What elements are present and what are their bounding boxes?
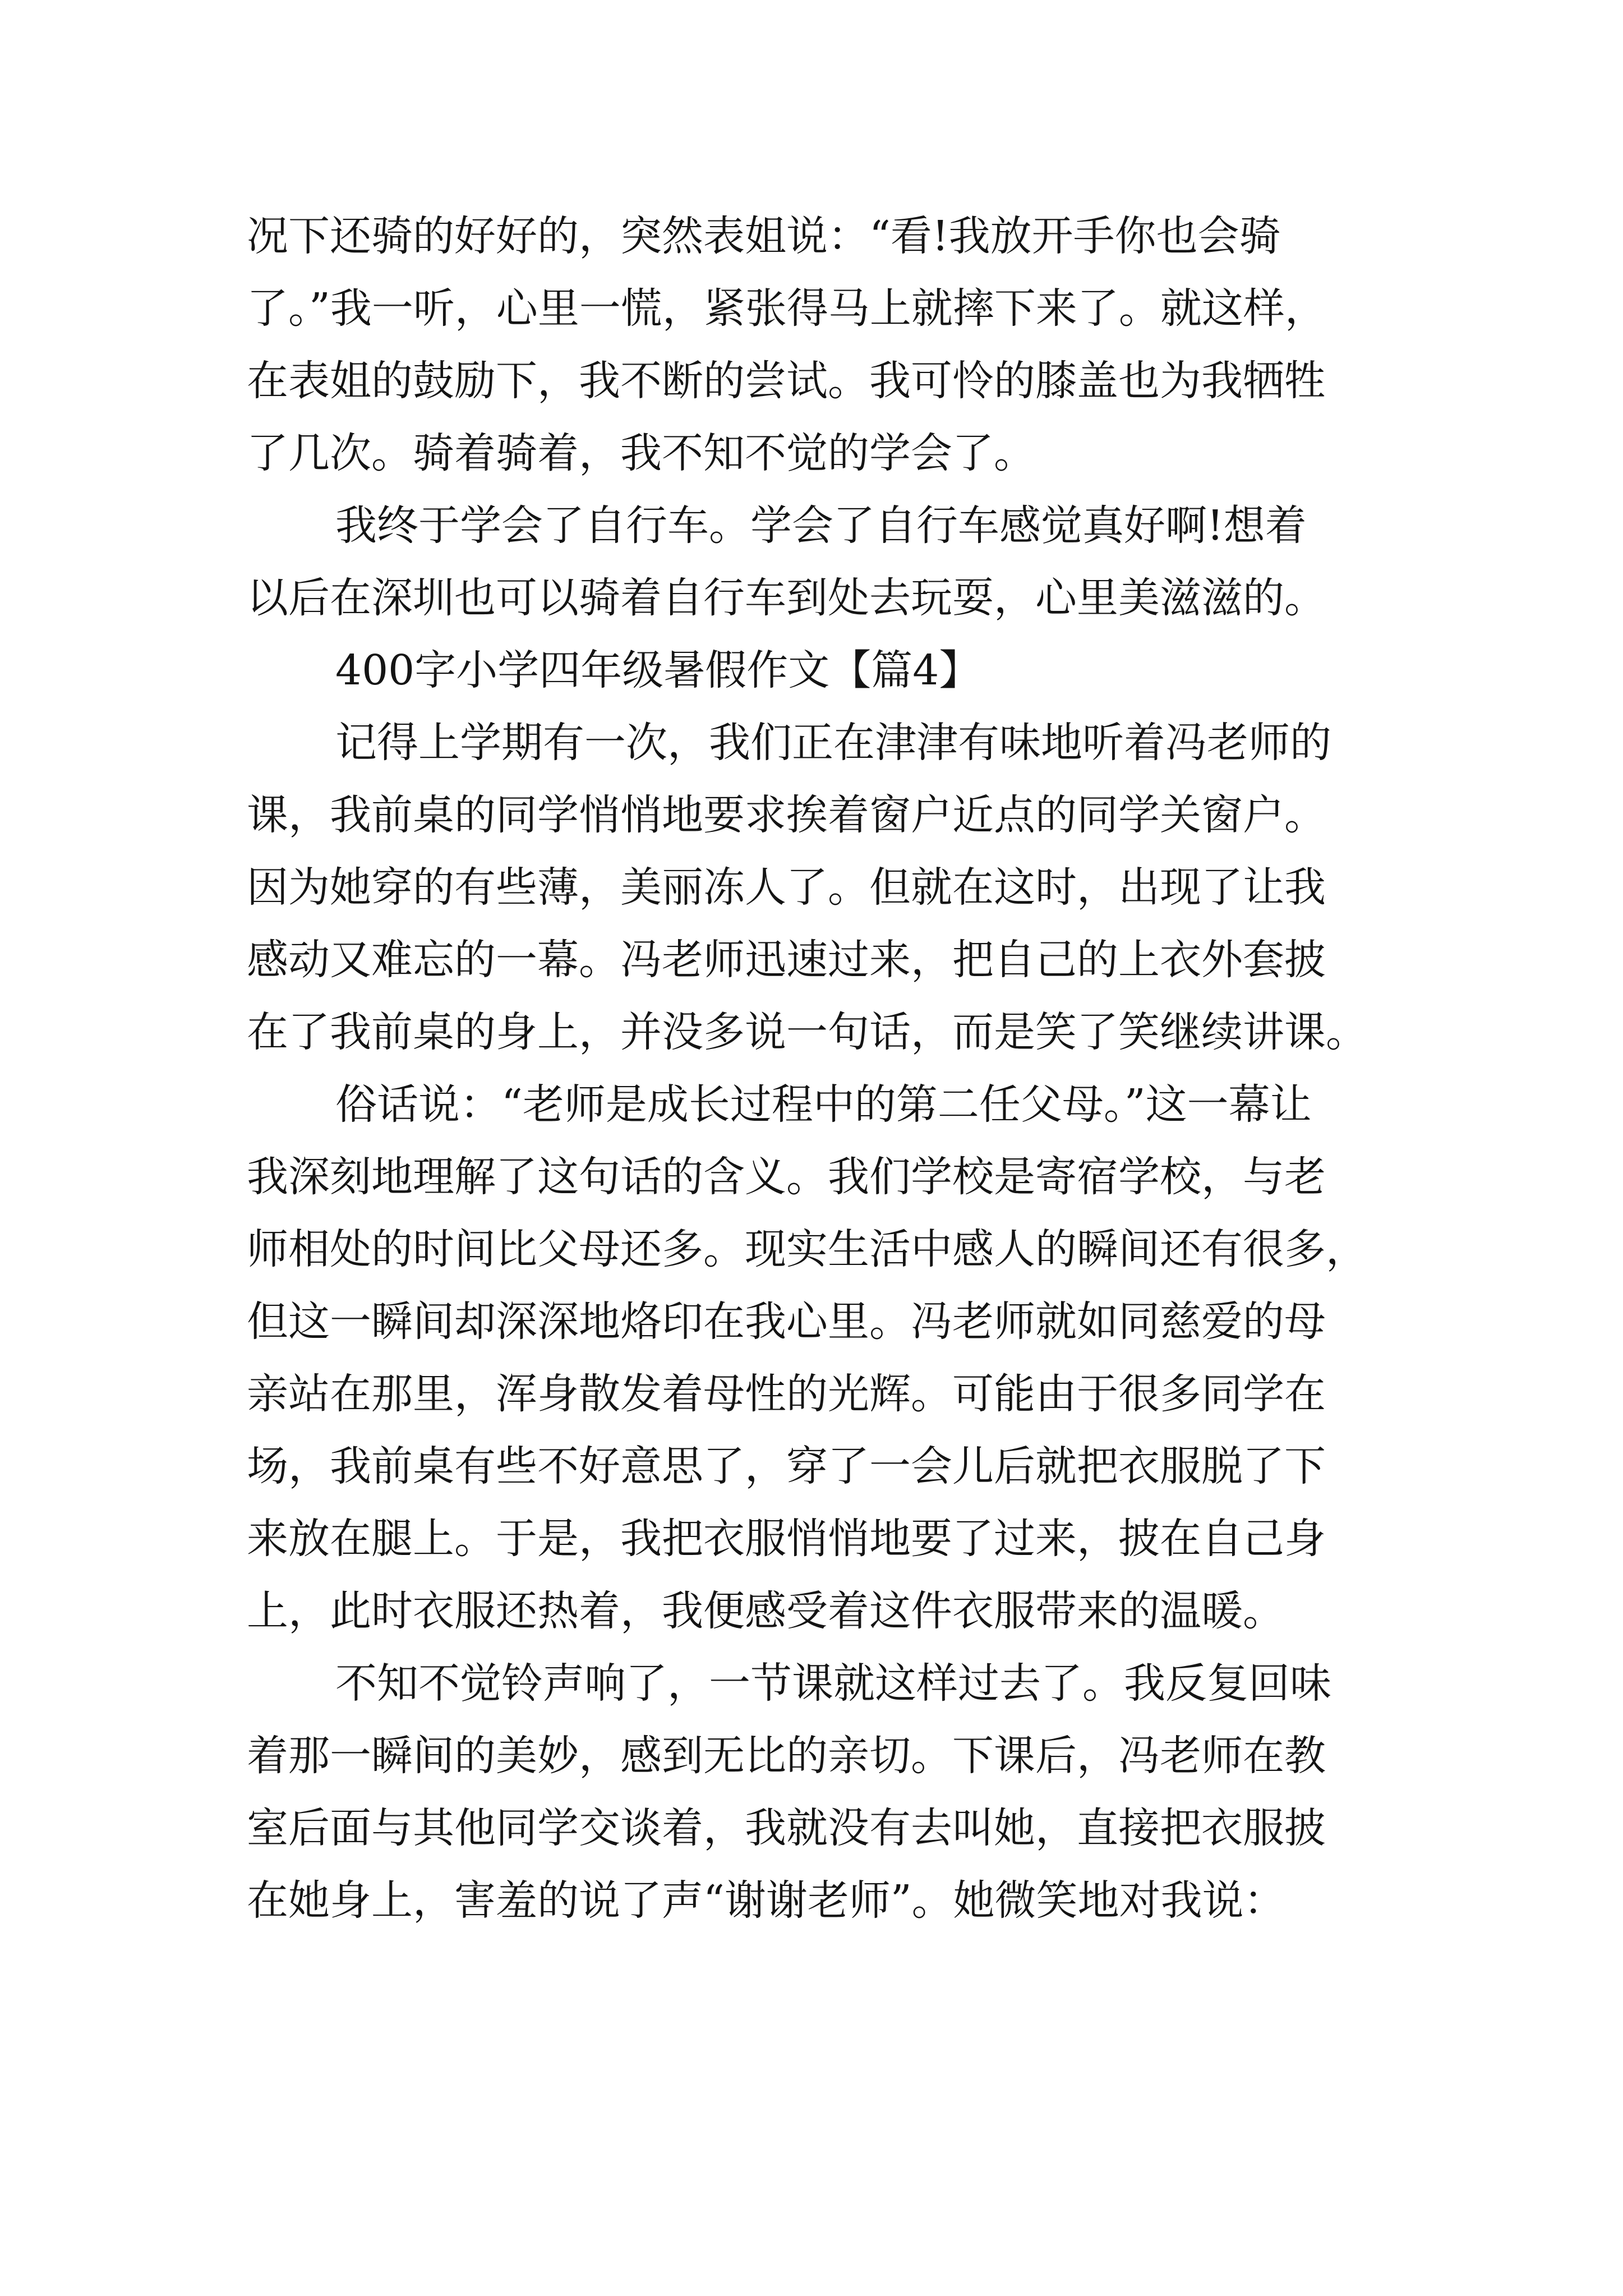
text-line: 亲站在那里，浑身散发着母性的光辉。可能由于很多同学在 [247, 1370, 1326, 1418]
text-line: 但这一瞬间却深深地烙印在我心里。冯老师就如同慈爱的母 [247, 1297, 1326, 1346]
text-line: 在表姐的鼓励下，我不断的尝试。我可怜的膝盖也为我牺牲 [247, 357, 1326, 405]
text-line: 记得上学期有一次，我们正在津津有味地听着冯老师的 [335, 719, 1331, 767]
text-line: 以后在深圳也可以骑着自行车到处去玩耍，心里美滋滋的。 [247, 574, 1326, 622]
paragraph-1 [247, 200, 1391, 490]
text-line: 着那一瞬间的美妙，感到无比的亲切。下课后，冯老师在教 [247, 1732, 1326, 1780]
paragraph-2 [247, 490, 1391, 634]
paragraph-4 [247, 1069, 1391, 1648]
text-line: 场，我前桌有些不好意思了，穿了一会儿后就把衣服脱了下 [247, 1442, 1326, 1490]
text-line: 不知不觉铃声响了，一节课就这样过去了。我反复回味 [335, 1659, 1331, 1708]
paragraph-5 [247, 1648, 1391, 1937]
text-line: 况下还骑的好好的，突然表姐说：“看!我放开手你也会骑 [247, 212, 1281, 260]
text-line: 我深刻地理解了这句话的含义。我们学校是寄宿学校，与老 [247, 1153, 1326, 1201]
text-line: 室后面与其他同学交谈着，我就没有去叫她，直接把衣服披 [247, 1804, 1326, 1852]
text-line: 来放在腿上。于是，我把衣服悄悄地要了过来，披在自己身 [247, 1515, 1326, 1563]
text-line: 上，此时衣服还热着，我便感受着这件衣服带来的温暖。 [247, 1587, 1284, 1635]
text-line: 因为她穿的有些薄，美丽冻人了。但就在这时，出现了让我 [247, 863, 1326, 912]
text-line: 了几次。骑着骑着，我不知不觉的学会了。 [247, 429, 1035, 477]
text-line: 俗话说：“老师是成长过程中的第二任父母。”这一幕让 [335, 1080, 1312, 1129]
document-body [247, 200, 1391, 1937]
text-line: 我终于学会了自行车。学会了自行车感觉真好啊!想着 [335, 501, 1307, 550]
section-heading: 400字小学四年级暑假作文【篇4】 [335, 646, 981, 694]
text-line: 在了我前桌的身上，并没多说一句话，而是笑了笑继续讲课。 [247, 1008, 1367, 1056]
text-line: 师相处的时间比父母还多。现实生活中感人的瞬间还有很多， [247, 1225, 1367, 1273]
paragraph-3 [247, 707, 1391, 1069]
text-line: 感动又难忘的一幕。冯老师迅速过来，把自己的上衣外套披 [247, 936, 1326, 984]
text-line: 在她身上，害羞的说了声“谢谢老师”。她微笑地对我说： [247, 1876, 1285, 1925]
text-line: 了。”我一听，心里一慌，紧张得马上就摔下来了。就这样， [247, 284, 1326, 333]
text-line: 课，我前桌的同学悄悄地要求挨着窗户近点的同学关窗户。 [247, 791, 1326, 839]
